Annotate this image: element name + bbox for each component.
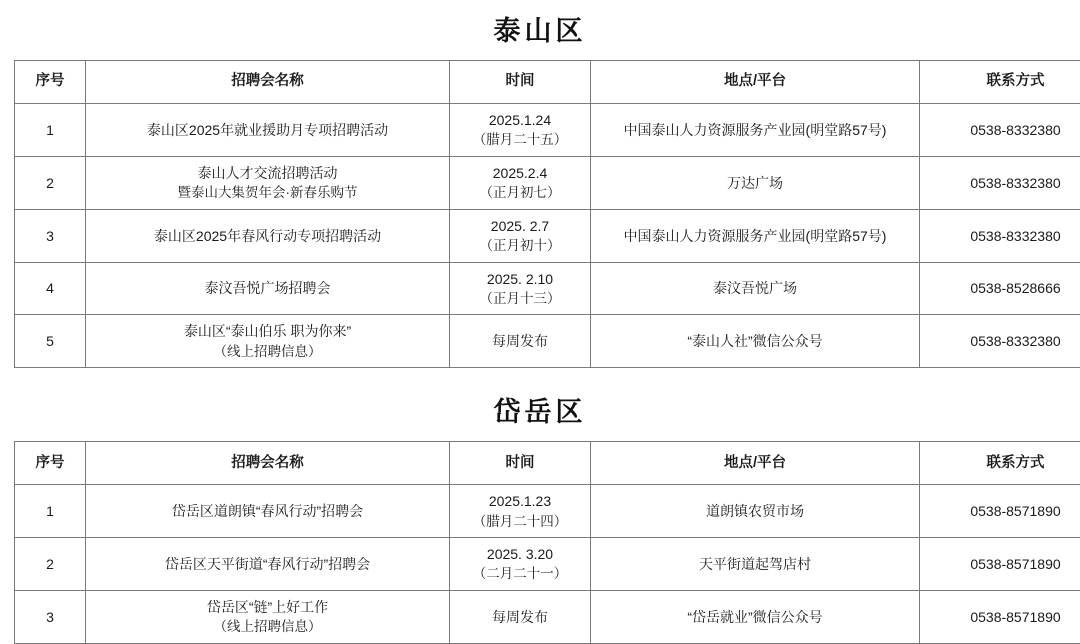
cell-contact xyxy=(920,209,1080,262)
job-fair-section xyxy=(14,390,1066,644)
cell-index: 1 xyxy=(15,485,86,538)
cell-line: 2025.1.23 xyxy=(454,491,586,511)
cell-contact xyxy=(920,156,1080,209)
cell-time xyxy=(450,538,591,591)
cell-lines xyxy=(454,607,586,627)
cell-line: （腊月二十四） xyxy=(454,512,586,532)
cell-line: 道朗镇农贸市场 xyxy=(595,501,915,521)
cell-line: 0538-8332380 xyxy=(924,173,1080,193)
cell-lines xyxy=(924,278,1080,298)
cell-lines xyxy=(595,120,915,140)
cell-place xyxy=(591,156,920,209)
cell-index: 2 xyxy=(15,538,86,591)
cell-contact xyxy=(920,104,1080,157)
cell-lines xyxy=(454,331,586,351)
cell-lines xyxy=(924,501,1080,521)
cell-line: 万达广场 xyxy=(595,173,915,193)
cell-time xyxy=(450,104,591,157)
column-header-place: 地点/平台 xyxy=(591,442,920,485)
cell-name xyxy=(86,315,450,368)
cell-contact xyxy=(920,262,1080,315)
cell-place xyxy=(591,104,920,157)
cell-time xyxy=(450,315,591,368)
cell-contact xyxy=(920,538,1080,591)
cell-lines xyxy=(90,120,445,140)
cell-place xyxy=(591,591,920,644)
cell-line: （二月二十一） xyxy=(454,564,586,584)
cell-line: （正月初七） xyxy=(454,183,586,203)
cell-time xyxy=(450,262,591,315)
cell-line: “泰山人社”微信公众号 xyxy=(595,331,915,351)
cell-lines xyxy=(595,278,915,298)
column-header-time: 时间 xyxy=(450,442,591,485)
cell-line: 泰汶吾悦广场招聘会 xyxy=(90,278,445,298)
cell-line: 每周发布 xyxy=(454,331,586,351)
cell-lines xyxy=(90,163,445,203)
cell-line: 0538-8571890 xyxy=(924,554,1080,574)
cell-line: 0538-8332380 xyxy=(924,226,1080,246)
cell-line: （线上招聘信息） xyxy=(90,617,445,637)
cell-line: 0538-8332380 xyxy=(924,120,1080,140)
cell-lines xyxy=(595,173,915,193)
cell-line: 中国泰山人力资源服务产业园(明堂路57号) xyxy=(595,226,915,246)
cell-line: “岱岳就业”微信公众号 xyxy=(595,607,915,627)
table-row xyxy=(15,315,1080,368)
cell-lines xyxy=(595,501,915,521)
cell-line: 2025. 2.10 xyxy=(454,269,586,289)
cell-index: 3 xyxy=(15,209,86,262)
cell-contact xyxy=(920,315,1080,368)
cell-line: 2025. 2.7 xyxy=(454,216,586,236)
cell-line: （正月十三） xyxy=(454,289,586,309)
table-row xyxy=(15,591,1080,644)
cell-index: 5 xyxy=(15,315,86,368)
cell-line: 天平街道起驾店村 xyxy=(595,554,915,574)
cell-name xyxy=(86,591,450,644)
table-row xyxy=(15,156,1080,209)
cell-lines xyxy=(595,554,915,574)
cell-lines xyxy=(924,173,1080,193)
cell-lines xyxy=(90,278,445,298)
cell-line: 岱岳区天平街道“春风行动”招聘会 xyxy=(90,554,445,574)
cell-place xyxy=(591,315,920,368)
cell-lines xyxy=(595,607,915,627)
table-row xyxy=(15,262,1080,315)
cell-lines xyxy=(454,491,586,531)
table-header-row xyxy=(15,442,1080,485)
table-row xyxy=(15,104,1080,157)
table-row xyxy=(15,209,1080,262)
cell-line: 0538-8571890 xyxy=(924,501,1080,521)
cell-line: （正月初十） xyxy=(454,236,586,256)
cell-place xyxy=(591,209,920,262)
cell-line: （线上招聘信息） xyxy=(90,342,445,362)
cell-line: （腊月二十五） xyxy=(454,130,586,150)
cell-name xyxy=(86,262,450,315)
cell-name xyxy=(86,156,450,209)
cell-line: 0538-8528666 xyxy=(924,278,1080,298)
cell-lines xyxy=(90,597,445,637)
cell-lines xyxy=(595,226,915,246)
cell-index: 3 xyxy=(15,591,86,644)
cell-time xyxy=(450,591,591,644)
job-fair-table xyxy=(14,60,1080,368)
table-row xyxy=(15,485,1080,538)
cell-line: 泰山区2025年春风行动专项招聘活动 xyxy=(90,226,445,246)
section-title: 泰山区 xyxy=(14,9,1066,48)
cell-lines xyxy=(454,110,586,150)
cell-name xyxy=(86,104,450,157)
table-row xyxy=(15,538,1080,591)
cell-name xyxy=(86,485,450,538)
cell-name xyxy=(86,538,450,591)
cell-lines xyxy=(90,226,445,246)
cell-index: 1 xyxy=(15,104,86,157)
cell-lines xyxy=(90,321,445,361)
cell-lines xyxy=(90,554,445,574)
cell-place xyxy=(591,485,920,538)
cell-line: 泰汶吾悦广场 xyxy=(595,278,915,298)
cell-line: 每周发布 xyxy=(454,607,586,627)
column-header-contact: 联系方式 xyxy=(920,61,1080,104)
cell-time xyxy=(450,209,591,262)
section-title: 岱岳区 xyxy=(14,390,1066,429)
document-page xyxy=(0,9,1080,644)
cell-line: 岱岳区“链”上好工作 xyxy=(90,597,445,617)
cell-index: 2 xyxy=(15,156,86,209)
column-header-index: 序号 xyxy=(15,442,86,485)
sections-container xyxy=(14,9,1066,644)
cell-lines xyxy=(90,501,445,521)
cell-contact xyxy=(920,591,1080,644)
cell-line: 2025.2.4 xyxy=(454,163,586,183)
column-header-name: 招聘会名称 xyxy=(86,61,450,104)
cell-lines xyxy=(595,331,915,351)
cell-time xyxy=(450,156,591,209)
cell-line: 暨泰山大集贺年会·新春乐购节 xyxy=(90,183,445,203)
cell-place xyxy=(591,538,920,591)
cell-lines xyxy=(454,216,586,256)
column-header-contact: 联系方式 xyxy=(920,442,1080,485)
cell-line: 泰山区2025年就业援助月专项招聘活动 xyxy=(90,120,445,140)
cell-line: 泰山人才交流招聘活动 xyxy=(90,163,445,183)
table-header-row xyxy=(15,61,1080,104)
cell-line: 中国泰山人力资源服务产业园(明堂路57号) xyxy=(595,120,915,140)
cell-line: 岱岳区道朗镇“春风行动”招聘会 xyxy=(90,501,445,521)
cell-lines xyxy=(454,544,586,584)
cell-lines xyxy=(924,226,1080,246)
column-header-place: 地点/平台 xyxy=(591,61,920,104)
job-fair-section xyxy=(14,9,1066,368)
cell-lines xyxy=(924,554,1080,574)
cell-time xyxy=(450,485,591,538)
cell-line: 0538-8571890 xyxy=(924,607,1080,627)
cell-contact xyxy=(920,485,1080,538)
cell-name xyxy=(86,209,450,262)
cell-line: 泰山区“泰山伯乐 职为你来” xyxy=(90,321,445,341)
cell-line: 0538-8332380 xyxy=(924,331,1080,351)
cell-line: 2025.1.24 xyxy=(454,110,586,130)
cell-lines xyxy=(924,331,1080,351)
cell-index: 4 xyxy=(15,262,86,315)
cell-place xyxy=(591,262,920,315)
column-header-index: 序号 xyxy=(15,61,86,104)
cell-lines xyxy=(924,607,1080,627)
cell-lines xyxy=(924,120,1080,140)
job-fair-table xyxy=(14,441,1080,644)
cell-lines xyxy=(454,269,586,309)
column-header-name: 招聘会名称 xyxy=(86,442,450,485)
cell-lines xyxy=(454,163,586,203)
column-header-time: 时间 xyxy=(450,61,591,104)
cell-line: 2025. 3.20 xyxy=(454,544,586,564)
